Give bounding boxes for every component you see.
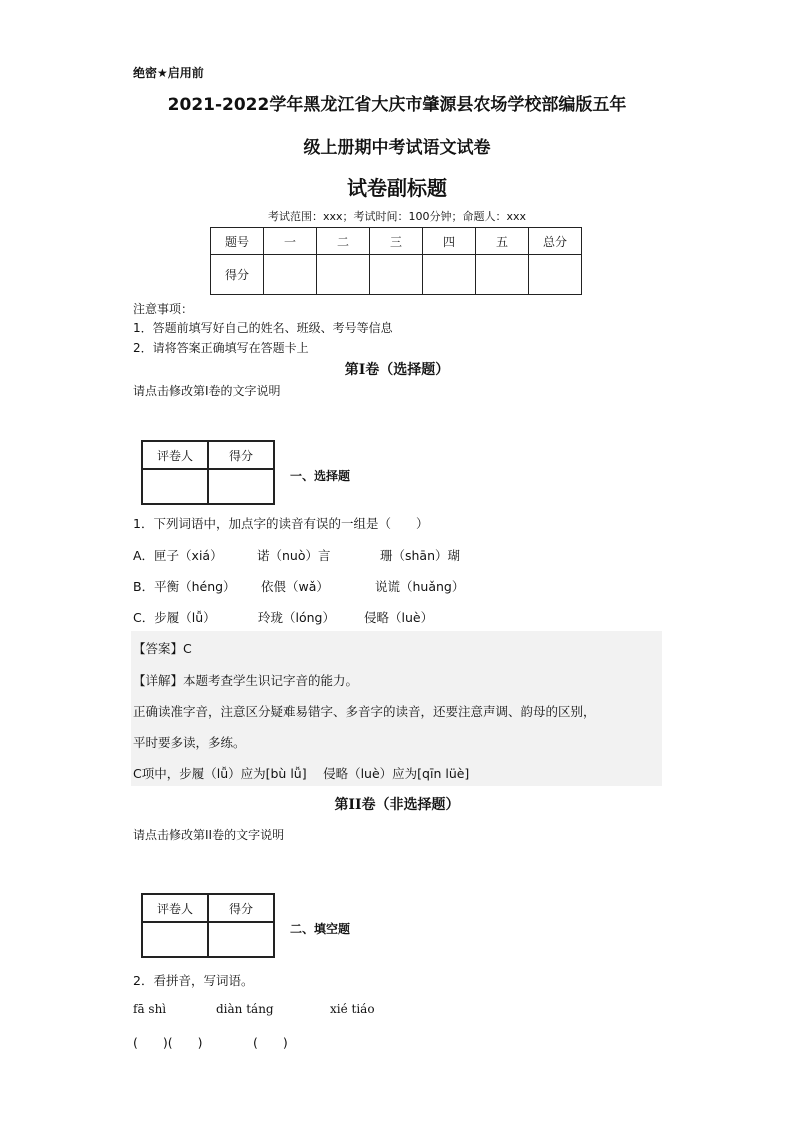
grader-header: 得分 [208, 441, 274, 469]
explain-line: 【详解】本题考查学生识记字音的能力。 [133, 673, 359, 688]
score-row-label: 得分 [211, 255, 264, 295]
option-a-item1: A．匣子（xiá） [133, 548, 223, 563]
question1-stem: 1．下列词语中，加点字的读音有误的一组是（ ） [133, 516, 429, 531]
exam-info: 考试范围：xxx；考试时间：100分钟；命题人：xxx [267, 210, 527, 223]
score-header-cell: 总分 [529, 228, 582, 255]
explain-line: C项中，步履（lǚ）应为[bù lǚ] 侵略（luè）应为[qīn lüè] [133, 766, 470, 781]
grader-header: 评卷人 [142, 441, 208, 469]
grader-cell [208, 922, 274, 957]
section-label-choice: 一、选择题 [290, 469, 351, 483]
option-c-item2: 玲珑（lóng） [258, 610, 335, 625]
explain-line: 正确读准字音，注意区分疑难易错字、多音字的读音，还要注意声调、韵母的区别， [133, 704, 596, 719]
explain-line: 平时要多读，多练。 [133, 735, 246, 750]
question2-stem: 2．看拼音，写词语。 [133, 973, 254, 988]
blank-item[interactable]: ( ) [253, 1035, 288, 1050]
option-c-item3: 侵略（luè） [364, 610, 434, 625]
blank-item[interactable]: ( )( ) [133, 1035, 203, 1050]
question1-option-c [133, 608, 433, 626]
pinyin-item: xié tiáo [330, 1002, 375, 1016]
answer-line: 【答案】C [133, 641, 192, 656]
grader-header: 得分 [208, 894, 274, 922]
secret-label: 绝密★启用前 [133, 66, 204, 80]
score-cell [370, 255, 423, 295]
score-cell [529, 255, 582, 295]
part2-heading: 第II卷（非选择题） [334, 797, 460, 813]
score-header-cell: 二 [317, 228, 370, 255]
part2-description[interactable]: 请点击修改第II卷的文字说明 [133, 828, 285, 842]
question2-blank-row [133, 1033, 288, 1051]
score-cell [476, 255, 529, 295]
score-cell [264, 255, 317, 295]
score-header-cell: 题号 [211, 228, 264, 255]
option-b-item1: B．平衡（héng） [133, 579, 236, 594]
pinyin-item: diàn táng [216, 1002, 274, 1016]
exam-subtitle: 试卷副标题 [347, 176, 447, 200]
score-header-cell: 三 [370, 228, 423, 255]
part1-description[interactable]: 请点击修改第I卷的文字说明 [133, 384, 281, 398]
question1-option-a [133, 546, 460, 564]
question2-pinyin-row [133, 1002, 375, 1016]
note-item: 1．答题前填写好自己的姓名、班级、考号等信息 [133, 321, 393, 335]
score-cell [317, 255, 370, 295]
question1-option-b [133, 577, 464, 595]
option-a-item3: 珊（shān）瑚 [380, 548, 461, 563]
option-b-item3: 说谎（huǎng） [375, 579, 465, 594]
note-item: 2．请将答案正确填写在答题卡上 [133, 341, 309, 355]
exam-title-line1: 2021-2022学年黑龙江省大庆市肇源县农场学校部编版五年 [167, 95, 627, 115]
section-label-fill: 二、填空题 [290, 922, 351, 936]
exam-title-line2: 级上册期中考试语文试卷 [303, 138, 491, 158]
part1-heading: 第I卷（选择题） [344, 362, 450, 378]
score-header-cell: 五 [476, 228, 529, 255]
grader-cell [142, 922, 208, 957]
pinyin-item: fā shì [133, 1002, 167, 1016]
score-header-cell: 四 [423, 228, 476, 255]
grader-cell [142, 469, 208, 504]
score-header-cell: 一 [264, 228, 317, 255]
grader-table [141, 893, 275, 958]
score-table [210, 227, 582, 295]
score-cell [423, 255, 476, 295]
notes-heading: 注意事项： [133, 302, 194, 316]
grader-cell [208, 469, 274, 504]
grader-header: 评卷人 [142, 894, 208, 922]
option-c-item1: C．步履（lǚ） [133, 610, 216, 625]
grader-table [141, 440, 275, 505]
option-a-item2: 诺（nuò）言 [257, 548, 331, 563]
option-b-item2: 依偎（wǎ） [261, 579, 329, 594]
